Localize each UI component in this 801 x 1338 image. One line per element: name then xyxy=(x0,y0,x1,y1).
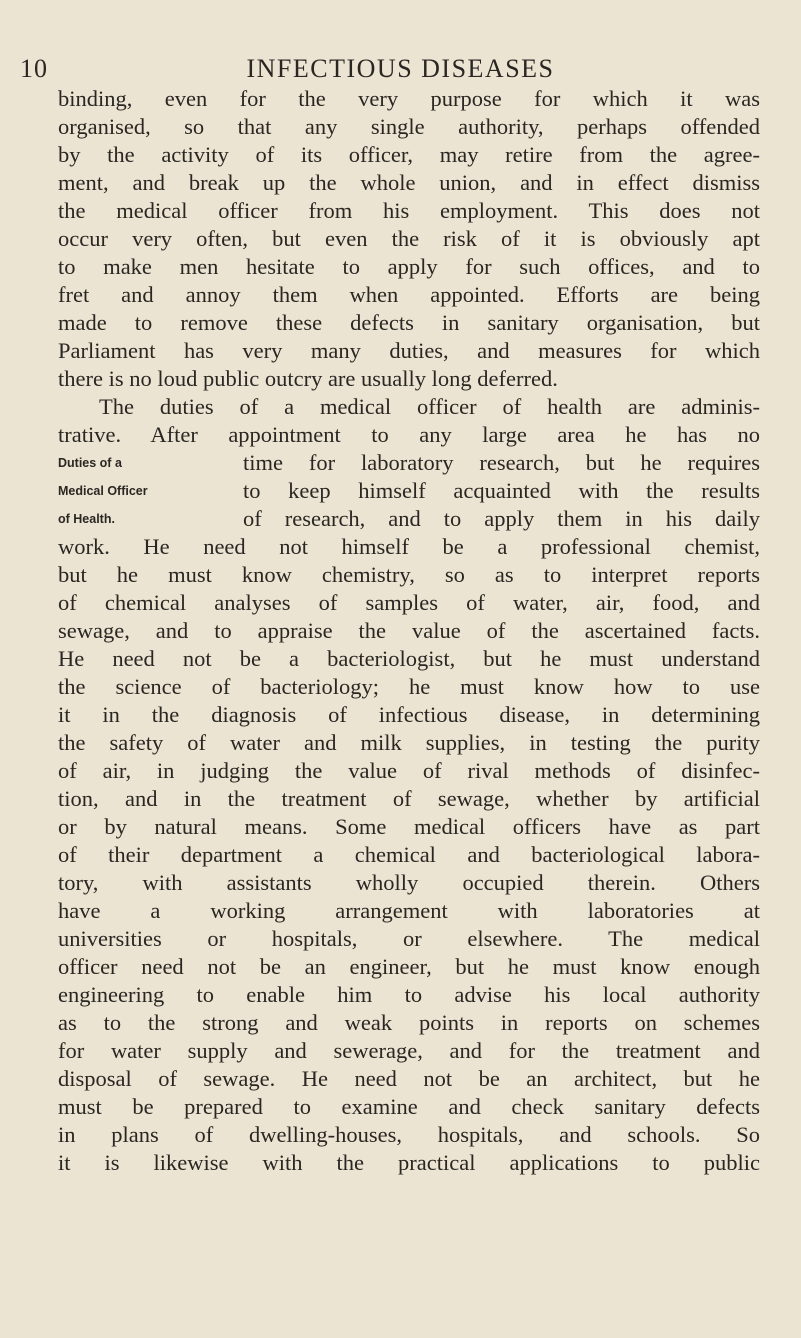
body-line: to keep himself acquainted with the results xyxy=(243,478,760,503)
body-line: must be prepared to examine and check sanitary defects xyxy=(58,1094,760,1119)
body-line: in plans of dwelling-houses, hospitals, and schools. So xyxy=(58,1122,760,1147)
body-line: disposal of sewage. He need not be an architect, but he xyxy=(58,1066,760,1091)
body-line: of their department a chemical and bacteriological labora- xyxy=(58,842,760,867)
body-line: sewage, and to appraise the value of the ascertained facts. xyxy=(58,618,760,643)
body-line: Parliament has very many duties, and measures for which xyxy=(58,338,760,363)
body-line: the safety of water and milk supplies, in testing the purity xyxy=(58,730,760,755)
body-line: time for laboratory research, but he requires xyxy=(243,450,760,475)
marginal-note-line: Duties of a xyxy=(58,456,122,470)
body-line: there is no loud public outcry are usually long deferred. xyxy=(58,366,558,391)
body-line: The duties of a medical officer of health are adminis- xyxy=(99,394,760,419)
marginal-note-line: of Health. xyxy=(58,512,115,526)
body-line: as to the strong and weak points in reports on schemes xyxy=(58,1010,760,1035)
body-line: occur very often, but even the risk of it is obviously apt xyxy=(58,226,760,251)
page-number: 10 xyxy=(20,54,48,83)
body-line: fret and annoy them when appointed. Efforts are being xyxy=(58,282,760,307)
body-line: ment, and break up the whole union, and in effect dismiss xyxy=(58,170,760,195)
body-line: for water supply and sewerage, and for the treatment and xyxy=(58,1038,760,1063)
body-line: tory, with assistants wholly occupied therein. Others xyxy=(58,870,760,895)
running-title: INFECTIOUS DISEASES xyxy=(246,54,555,83)
body-line: engineering to enable him to advise his local authority xyxy=(58,982,760,1007)
body-line: it in the diagnosis of infectious disease, in determining xyxy=(58,702,760,727)
body-line: of air, in judging the value of rival methods of disinfec- xyxy=(58,758,760,783)
body-line: it is likewise with the practical applications to public xyxy=(58,1150,760,1175)
body-line: officer need not be an engineer, but he must know enough xyxy=(58,954,760,979)
body-line: of chemical analyses of samples of water, air, food, and xyxy=(58,590,760,615)
body-line: to make men hesitate to apply for such offices, and to xyxy=(58,254,760,279)
body-line: trative. After appointment to any large area he has no xyxy=(58,422,760,447)
body-line: tion, and in the treatment of sewage, whether by artificial xyxy=(58,786,760,811)
body-line: the medical officer from his employment. This does not xyxy=(58,198,760,223)
body-line: or by natural means. Some medical officers have as part xyxy=(58,814,760,839)
body-line: the science of bacteriology; he must know how to use xyxy=(58,674,760,699)
body-line: universities or hospitals, or elsewhere. The medical xyxy=(58,926,760,951)
body-line: but he must know chemistry, so as to interpret reports xyxy=(58,562,760,587)
body-line: made to remove these defects in sanitary organisation, but xyxy=(58,310,760,335)
body-line: organised, so that any single authority, perhaps offended xyxy=(58,114,760,139)
body-line: work. He need not himself be a professional chemist, xyxy=(58,534,760,559)
body-line: have a working arrangement with laboratories at xyxy=(58,898,760,923)
marginal-note-line: Medical Officer xyxy=(58,484,148,498)
body-line: He need not be a bacteriologist, but he must understand xyxy=(58,646,760,671)
body-line: by the activity of its officer, may retire from the agree- xyxy=(58,142,760,167)
body-line: of research, and to apply them in his daily xyxy=(243,506,760,531)
body-line: binding, even for the very purpose for which it was xyxy=(58,86,760,111)
